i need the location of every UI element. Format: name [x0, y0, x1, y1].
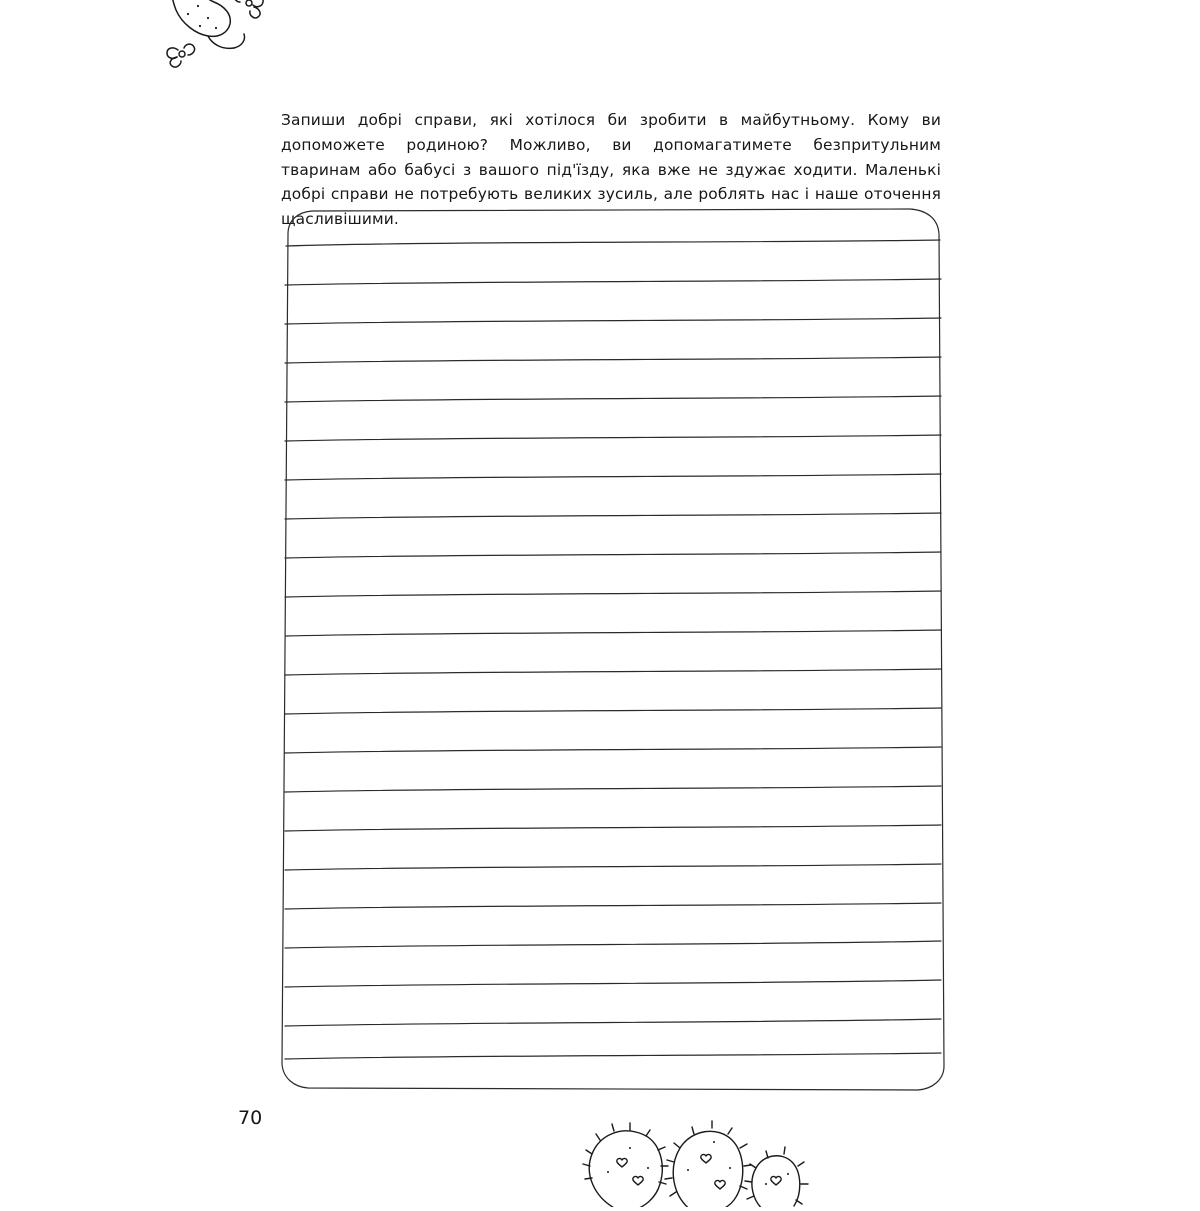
lined-writing-box[interactable]: [278, 208, 946, 1092]
cactus-doodle-top-left-icon: [150, 0, 290, 92]
cactus-doodle-bottom-icon: [560, 1112, 860, 1207]
prompt-text: Запиши добрі справи, які хотілося би зробити в майбутньому. Кому ви допоможете родиною? Можливо, ви допомагатимете безпритульним тваринам або бабусі з вашого під'їзду, яка вже не здужає ходити. Маленькі добрі справи не потребують великих зусиль, але роблять нас і наше оточення щасливішими.: [281, 111, 941, 228]
page-number: 70: [238, 1107, 263, 1129]
